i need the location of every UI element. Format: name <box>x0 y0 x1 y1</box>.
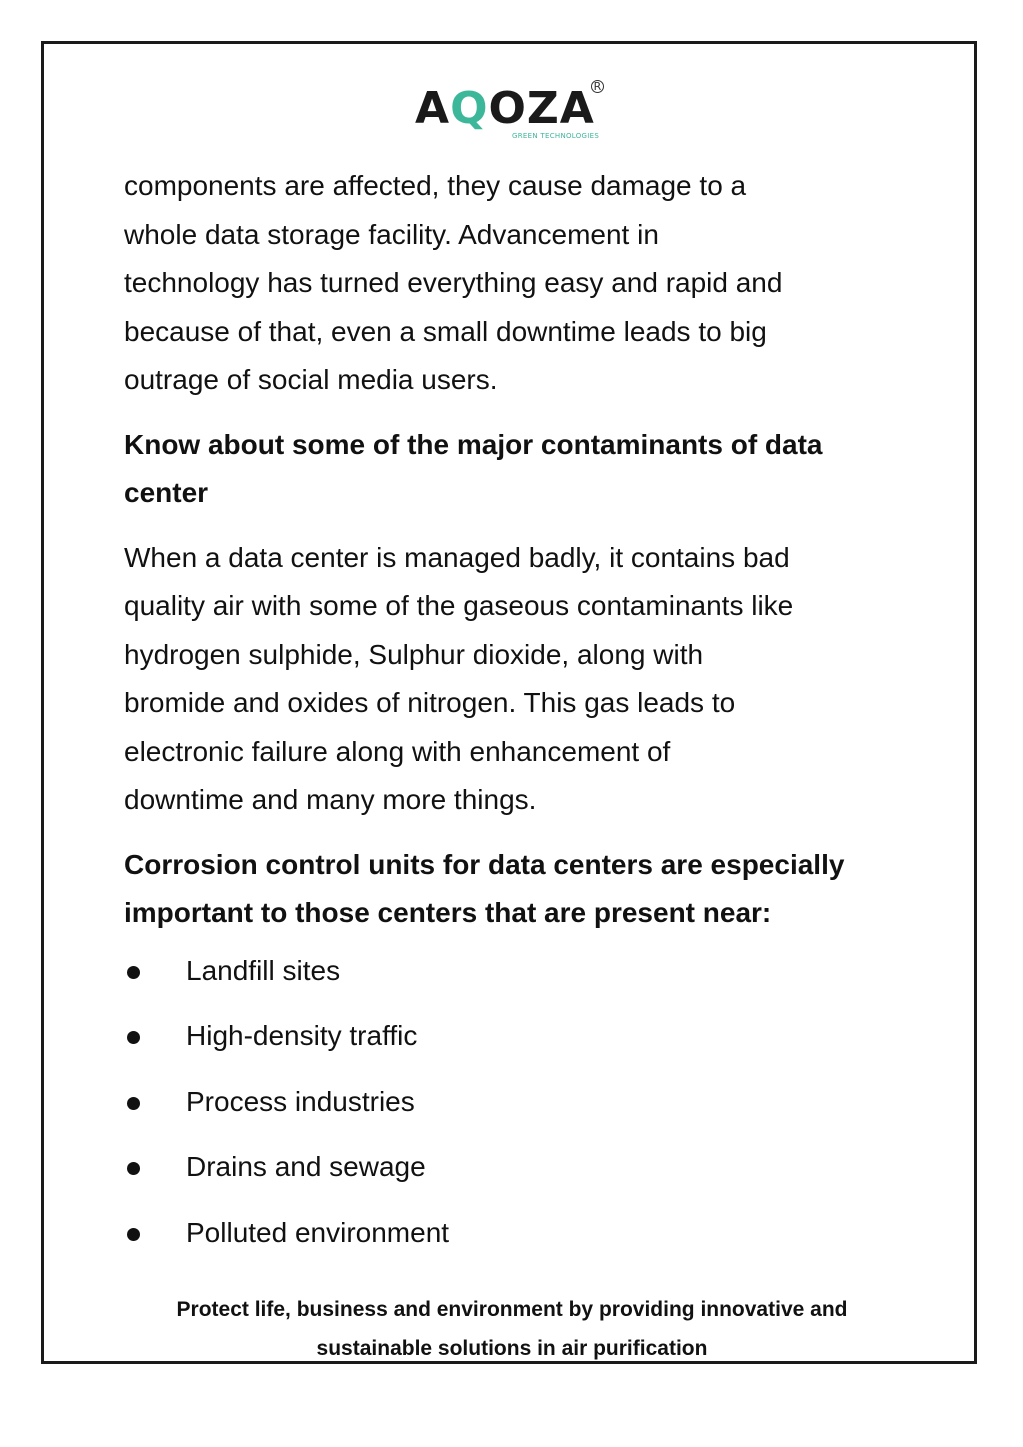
aqoza-logo <box>415 80 615 144</box>
list-item-label: Landfill sites <box>186 954 341 986</box>
registered-mark: R <box>591 80 604 93</box>
bullet-icon <box>127 1031 140 1044</box>
logo-letter-a: A <box>415 83 451 134</box>
logo-wordmark <box>415 84 595 134</box>
list-item-label: Process industries <box>186 1085 415 1117</box>
contaminants-paragraph: When a data center is managed badly, it contains bad quality air with some of the gaseous contaminants like hydrogen sulphide, Sulphur dioxide, along with bromide and oxides of nitrogen. This gas leads to electronic failure along with enhancement of downtime and many more things. <box>124 541 794 815</box>
list-item <box>124 1150 904 1184</box>
list-item <box>124 1085 904 1119</box>
contaminants-heading: Know about some of the major contaminants of data center <box>124 428 823 508</box>
list-item <box>124 1216 904 1250</box>
logo-letter-q: Q <box>450 83 489 134</box>
list-item <box>124 954 904 988</box>
footer-tagline: Protect life, business and environment by providing innovative and sustainable solutions in air purification <box>176 1298 848 1360</box>
logo-tagline: GREEN TECHNOLOGIES <box>512 132 600 140</box>
list-item-label: Drains and sewage <box>186 1151 426 1182</box>
corrosion-heading: Corrosion control units for data centers are especially important to those centers that are present near: <box>124 848 845 928</box>
intro-paragraph: components are affected, they cause damage to a whole data storage facility. Advancement in technology has turned everything easy and rapid and because of that, even a small downtime leads to big outrage of social media users. <box>124 170 783 395</box>
document-body <box>124 162 904 1281</box>
bullet-icon <box>127 1228 140 1241</box>
bullet-icon <box>127 1162 140 1175</box>
logo-letters-oza: OZA <box>488 83 595 134</box>
bullet-icon <box>127 966 140 979</box>
bullet-icon <box>127 1097 140 1110</box>
list-item-label: High-density traffic <box>186 1020 418 1051</box>
list-item-label: Polluted environment <box>186 1216 450 1248</box>
location-list <box>124 954 904 1250</box>
list-item <box>124 1019 904 1053</box>
